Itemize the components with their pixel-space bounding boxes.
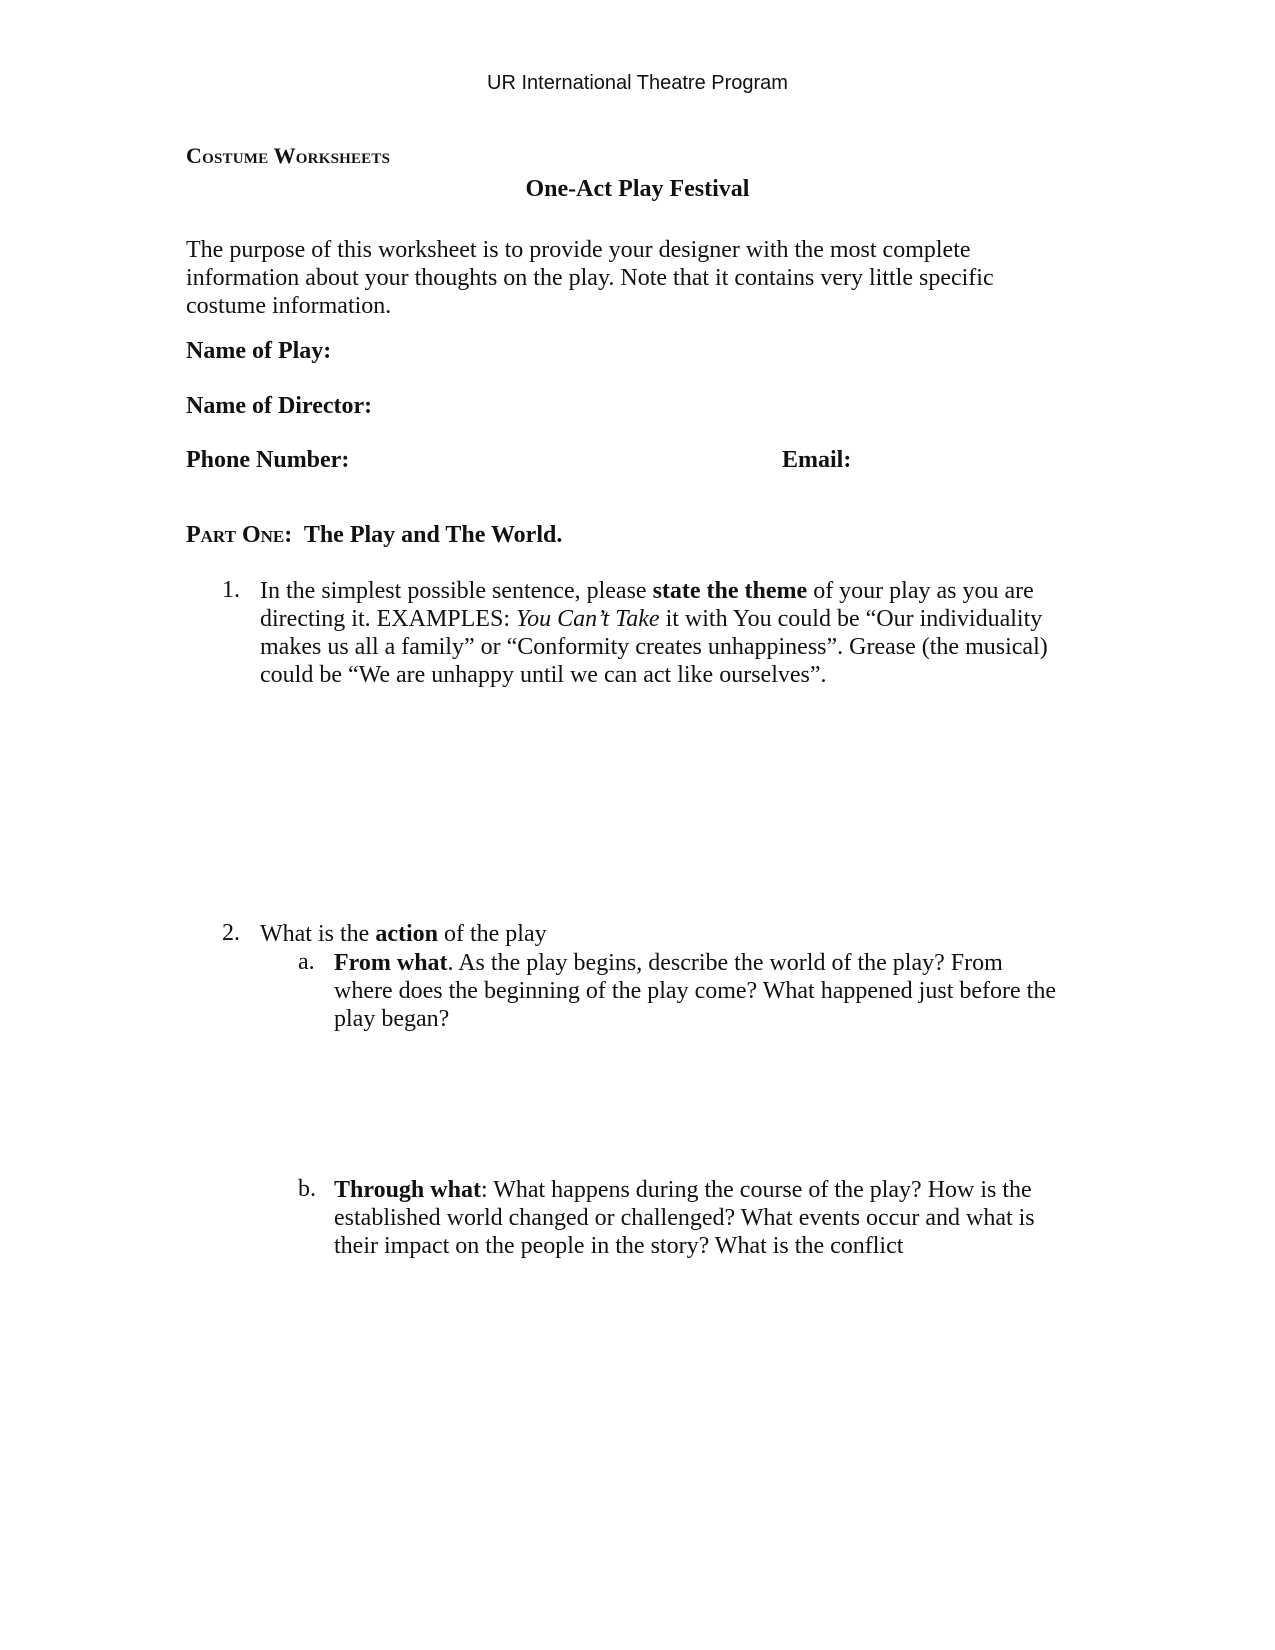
page-header: UR International Theatre Program [487, 72, 788, 94]
question-1-rest-a: of your play as you are directing it. EXAMPLES: [260, 578, 1034, 632]
question-2a-emphasis: From what [334, 950, 448, 976]
phone-label: Phone Number: [186, 447, 350, 473]
question-2-rest: of the play [437, 921, 547, 947]
question-2-number: 2. [222, 920, 240, 946]
director-name-label: Name of Director: [186, 393, 373, 419]
question-2b-rest: : What happens during the course of the play? How is the established world changed or challenged? What events occur and what is their impact on the people in the story? What is the conflict [334, 1177, 1035, 1259]
question-2-lead: What is the [260, 921, 376, 947]
question-1-emphasis: state the theme [652, 578, 808, 604]
question-1-number: 1. [222, 577, 240, 603]
part-one-title: The Play and The World. [303, 522, 563, 548]
intro-paragraph: The purpose of this worksheet is to provide your designer with the most complete information about your thoughts on the play. Note that it contains very little specific costume information. [186, 237, 994, 319]
question-2-emphasis: action [375, 921, 438, 947]
part-one-label: Part One: [186, 522, 293, 548]
question-2b-text [334, 1176, 1064, 1260]
question-1-text [260, 577, 1080, 689]
question-2b-emphasis: Through what [334, 1177, 481, 1203]
part-one-heading [186, 522, 562, 549]
question-2a-text [334, 949, 1064, 1033]
play-name-label: Name of Play: [186, 338, 332, 364]
question-1-italic: You Can’t Take [515, 606, 660, 632]
question-2a-letter: a. [298, 949, 315, 975]
question-1-lead: In the simplest possible sentence, please [260, 578, 653, 604]
question-2-text [260, 920, 1080, 948]
festival-title: One-Act Play Festival [525, 176, 750, 202]
email-label: Email: [782, 447, 852, 473]
question-1-rest-b: it with You could be “Our individuality makes us all a family” or “Conformity creates unhappiness”. Grease (the musical) could be “We are unhappy until we can act like ourselves”. [260, 606, 1048, 688]
question-2b-letter: b. [298, 1176, 316, 1202]
section-title: Costume Worksheets [186, 143, 391, 168]
question-2a-rest: . As the play begins, describe the world of the play? From where does the beginning of the play come? What happened just before the play began? [334, 950, 1056, 1032]
